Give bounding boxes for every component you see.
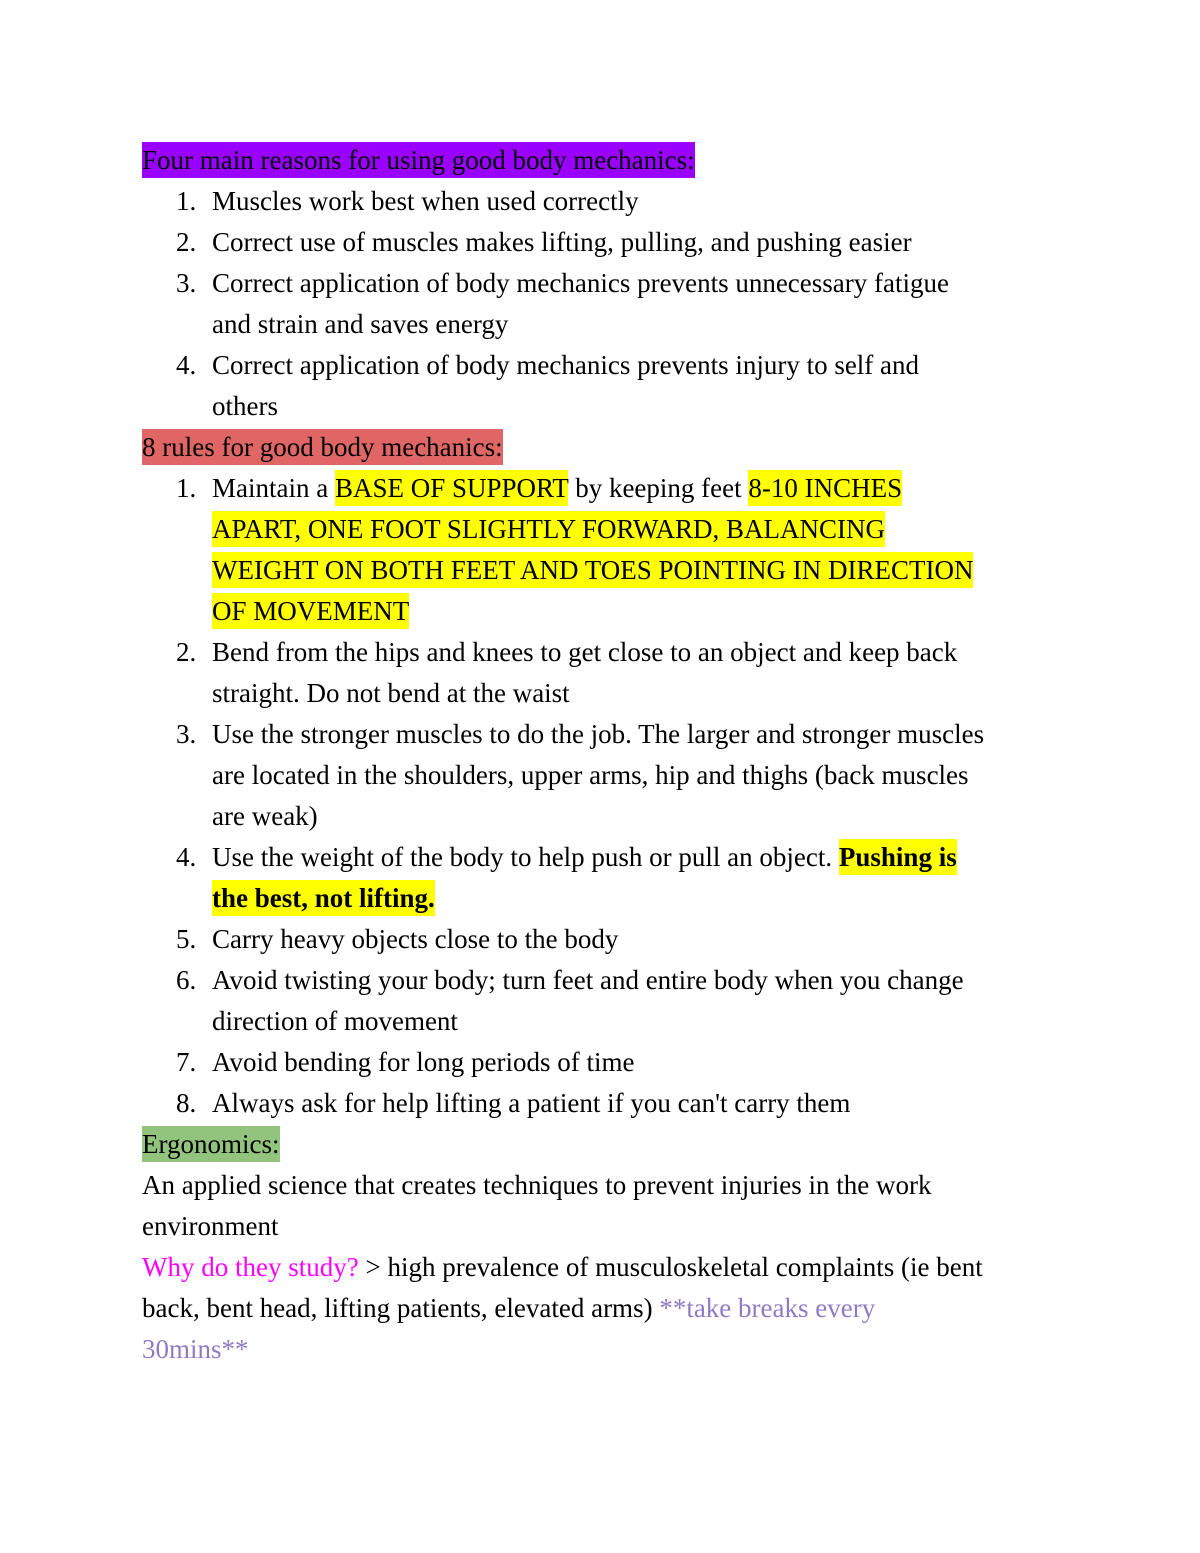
list-text: Bend from the hips and knees to get close to an object and keep back (212, 637, 958, 667)
ergonomics-definition (142, 1206, 1062, 1247)
list-number: 7. (176, 1047, 197, 1077)
list-text: Avoid bending for long periods of time (212, 1047, 635, 1077)
list-item (142, 1042, 1062, 1083)
list-item (142, 222, 1062, 263)
list-item (142, 919, 1062, 960)
rules-list (142, 468, 1062, 1124)
highlight-feet-apart: APART, ONE FOOT SLIGHTLY FORWARD, BALANCING (212, 511, 885, 547)
list-number: 5. (176, 924, 197, 954)
section-heading-reasons (142, 140, 1062, 181)
list-item (142, 1083, 1062, 1124)
list-text: Always ask for help lifting a patient if you can't carry them (212, 1088, 851, 1118)
paragraph-text: environment (142, 1211, 279, 1241)
list-text: by keeping feet (568, 473, 749, 503)
list-item (142, 181, 1062, 222)
list-text: are weak) (212, 801, 318, 831)
why-study-paragraph (142, 1288, 1062, 1329)
highlight-pushing: the best, not lifting. (212, 880, 435, 916)
heading-ergonomics-text: Ergonomics: (142, 1126, 280, 1162)
list-text: Maintain a (212, 473, 335, 503)
section-heading-rules (142, 427, 1062, 468)
highlight-feet-apart: 8-10 INCHES (748, 470, 902, 506)
list-text: straight. Do not bend at the waist (212, 678, 570, 708)
list-number: 3. (176, 719, 197, 749)
highlight-feet-apart: WEIGHT ON BOTH FEET AND TOES POINTING IN DIRECTION (212, 552, 973, 588)
heading-reasons-text: Four main reasons for using good body mechanics: (142, 142, 695, 178)
list-text: Use the weight of the body to help push or pull an object. (212, 842, 839, 872)
list-number: 2. (176, 637, 197, 667)
document-page (142, 140, 1062, 1370)
why-study-paragraph (142, 1329, 1062, 1370)
list-text: Use the stronger muscles to do the job. The larger and stronger muscles (212, 719, 985, 749)
list-number: 4. (176, 842, 197, 872)
highlight-base-of-support: BASE OF SUPPORT (335, 470, 568, 506)
list-text: Avoid twisting your body; turn feet and entire body when you change (212, 965, 964, 995)
list-number: 1. (176, 473, 197, 503)
list-item (142, 263, 1062, 345)
list-number: 8. (176, 1088, 197, 1118)
list-text: Correct use of muscles makes lifting, pulling, and pushing easier (212, 227, 912, 257)
list-number: 6. (176, 965, 197, 995)
highlight-pushing: Pushing is (839, 839, 957, 875)
section-heading-ergonomics (142, 1124, 1062, 1165)
list-text: Correct application of body mechanics prevents unnecessary fatigue (212, 268, 949, 298)
list-item (142, 345, 1062, 427)
list-number: 2. (176, 227, 197, 257)
reasons-list (142, 181, 1062, 427)
list-item (142, 714, 1062, 837)
paragraph-text: > high prevalence of musculoskeletal complaints (ie bent (358, 1252, 983, 1282)
list-item (142, 468, 1062, 632)
breaks-tip: 30mins** (142, 1334, 249, 1364)
list-text: Correct application of body mechanics prevents injury to self and (212, 350, 920, 380)
list-item (142, 837, 1062, 919)
paragraph-text: An applied science that creates techniques to prevent injuries in the work (142, 1170, 932, 1200)
heading-rules-text: 8 rules for good body mechanics: (142, 429, 503, 465)
list-text: direction of movement (212, 1006, 458, 1036)
list-item (142, 960, 1062, 1042)
list-number: 1. (176, 186, 197, 216)
list-text: are located in the shoulders, upper arms, hip and thighs (back muscles (212, 760, 969, 790)
why-study-paragraph (142, 1247, 1062, 1288)
ergonomics-definition (142, 1165, 1062, 1206)
list-number: 3. (176, 268, 197, 298)
highlight-feet-apart: OF MOVEMENT (212, 593, 409, 629)
breaks-tip: **take breaks every (659, 1293, 876, 1323)
list-text: Carry heavy objects close to the body (212, 924, 619, 954)
why-study-label: Why do they study? (142, 1252, 359, 1282)
list-text: Muscles work best when used correctly (212, 186, 639, 216)
list-item (142, 632, 1062, 714)
list-text: and strain and saves energy (212, 309, 509, 339)
list-number: 4. (176, 350, 197, 380)
paragraph-text: back, bent head, lifting patients, elevated arms) (142, 1293, 660, 1323)
list-text: others (212, 391, 278, 421)
